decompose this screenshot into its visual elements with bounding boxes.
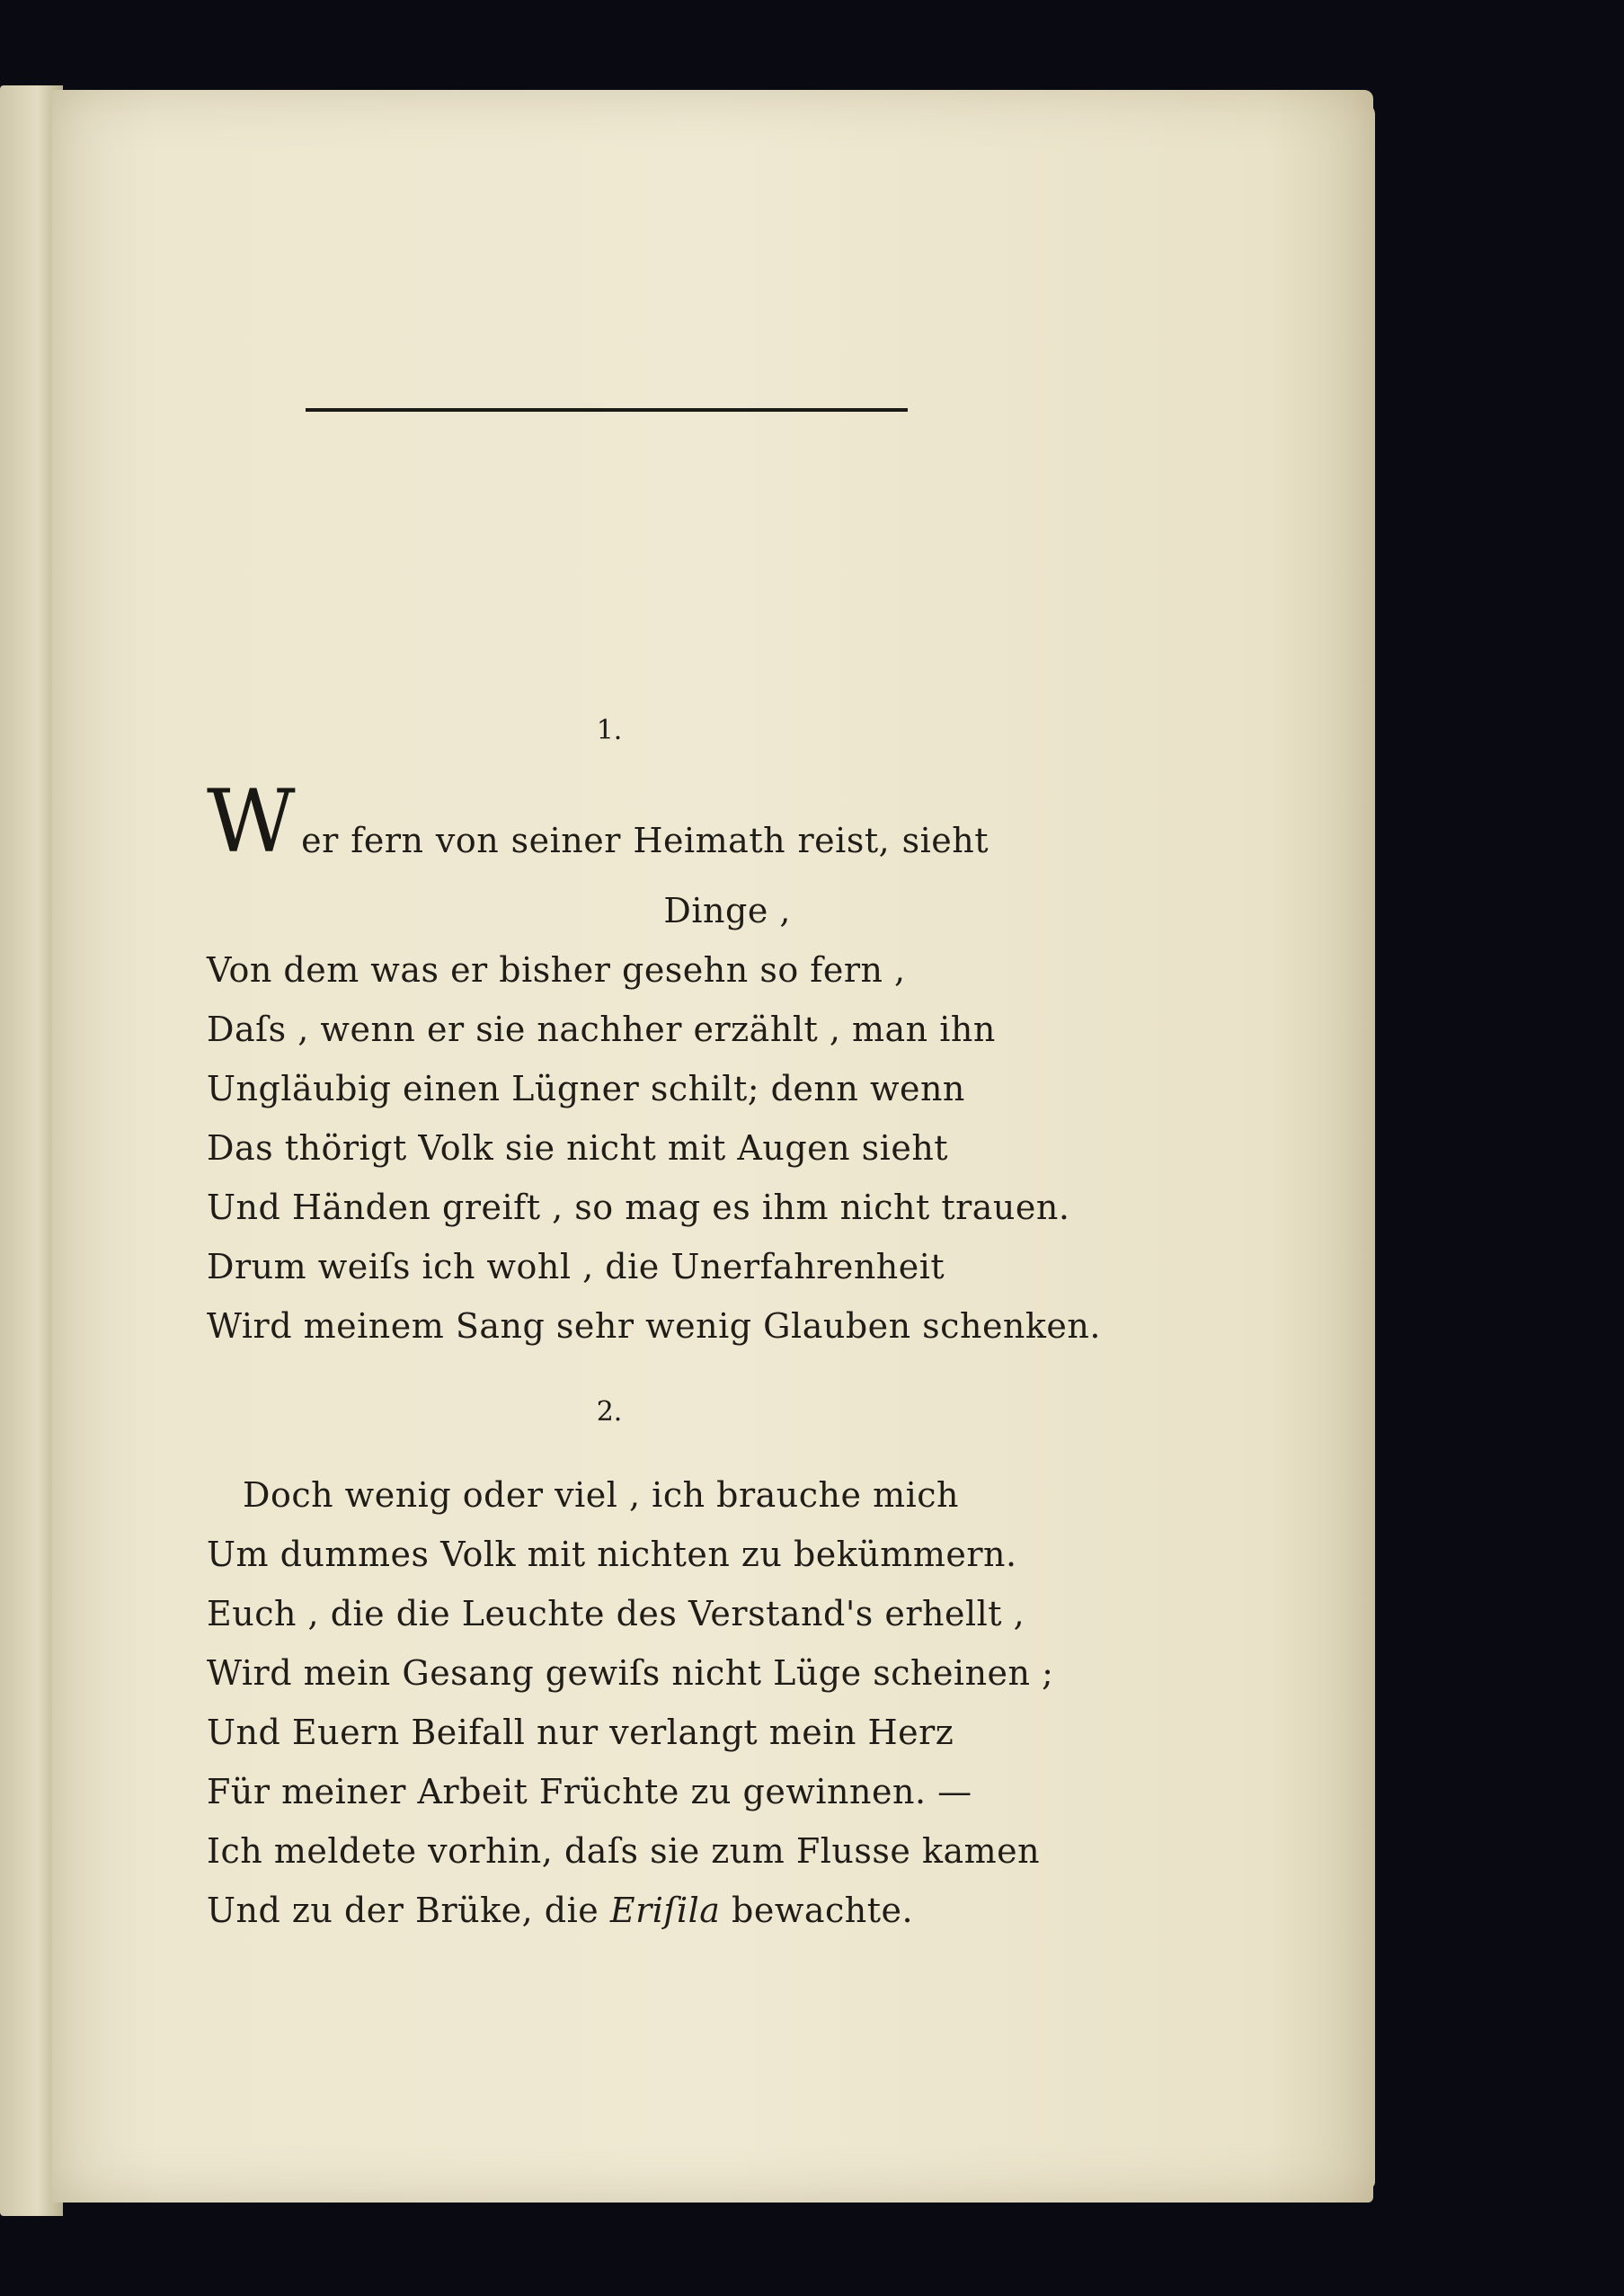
stanza-number-2: 2. — [596, 1396, 623, 1428]
stanza-1 — [207, 771, 1101, 1356]
verse-line: Ungläubig einen Lügner schilt; denn wenn — [207, 1069, 965, 1108]
verse-line: Und Händen greift , so mag es ihm nicht trauen. — [207, 1188, 1070, 1227]
verse-line: Ich meldete vorhin, daſs sie zum Flusse kamen — [207, 1831, 1041, 1871]
verse-line: Daſs , wenn er sie nachher erzählt , man ihn — [207, 1010, 996, 1049]
verse-line: Wird mein Gesang gewiſs nicht Lüge scheinen ; — [207, 1653, 1054, 1693]
italic-name: Eriſila — [609, 1891, 721, 1930]
verse-line: Drum weiſs ich wohl , die Unerfahrenheit — [207, 1247, 945, 1286]
section-rule — [306, 408, 908, 412]
stanza-1-first-line — [207, 771, 989, 881]
verse-line-last — [207, 1881, 989, 1940]
verse-line: Um dummes Volk mit nichten zu bekümmern. — [207, 1535, 1017, 1574]
verse-line: Dinge , — [663, 891, 791, 930]
stanza-number-1: 1. — [596, 715, 623, 746]
stanza-2 — [207, 1465, 1054, 1940]
verse-line: Und Euern Beifall nur verlangt mein Herz — [207, 1713, 954, 1752]
verse-line: Von dem was er bisher gesehn so fern , — [207, 950, 906, 990]
verse-line: Euch , die die Leuchte des Verstand's erhellt , — [207, 1594, 1025, 1633]
verse-line: Für meiner Arbeit Früchte zu gewinnen. — — [207, 1772, 972, 1811]
last-line-start: Und zu der Brüke, die — [207, 1891, 610, 1930]
last-line-end: bewachte. — [720, 1891, 914, 1930]
verse-line: Das thörigt Volk sie nicht mit Augen sieht — [207, 1128, 949, 1168]
drop-cap: W — [207, 771, 297, 872]
verse-line: Doch wenig oder viel , ich brauche mich — [243, 1475, 960, 1515]
first-line-text: er fern von seiner Heimath reist, sieht — [301, 821, 989, 860]
verse-line: Wird meinem Sang sehr wenig Glauben schenken. — [207, 1306, 1101, 1346]
